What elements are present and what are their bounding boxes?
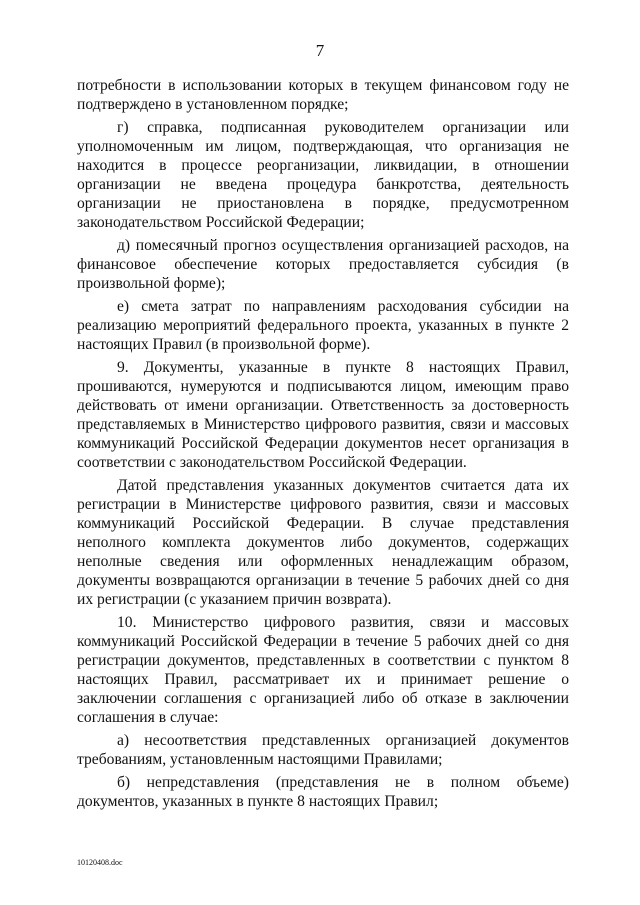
paragraph-item-b: б) непредставления (представления не в полном объеме) документов, указанных в пункте 8 настоящих Правил; <box>77 774 569 810</box>
paragraph-continuation: потребности в использовании которых в текущем финансовом году не подтверждено в установленном порядке; <box>77 77 569 113</box>
paragraph-clause-9: 9. Документы, указанные в пункте 8 настоящих Правил, прошиваются, нумеруются и подписываются лицом, имеющим право действовать от имени организации. Ответственность за достоверность представляемых в Министерство цифрового развития, связи и массовых коммуникаций Российской Федерации документов несет организация в соответствии с законодательством Российской Федерации. <box>77 359 569 471</box>
paragraph-item-e: е) смета затрат по направлениям расходования субсидии на реализацию мероприятий федерального проекта, указанных в пункте 2 настоящих Правил (в произвольной форме). <box>77 298 569 353</box>
page-number: 7 <box>315 41 325 60</box>
paragraph-item-g: г) справка, подписанная руководителем организации или уполномоченным им лицом, подтверждающая, что организация не находится в процессе реорганизации, ликвидации, в отношении организации не введена процедура банкротства, деятельность организации не приостановлена в порядке, предусмотренном законодательством Российской Федерации; <box>77 119 569 231</box>
paragraph-registration-date: Датой представления указанных документов считается дата их регистрации в Министерстве цифрового развития, связи и массовых коммуникаций Российской Федерации. В случае представления неполного комплекта документов либо документов, содержащих неполные сведения или оформленных ненадлежащим образом, документы возвращаются организации в течение 5 рабочих дней со дня их регистрации (с указанием причин возврата). <box>77 477 569 608</box>
paragraph-item-a: а) несоответствия представленных организацией документов требованиям, установленным настоящими Правилами; <box>77 732 569 768</box>
paragraph-clause-10: 10. Министерство цифрового развития, связи и массовых коммуникаций Российской Федерации в течение 5 рабочих дней со дня регистрации документов, представленных в соответствии с пунктом 8 настоящих Правил, рассматривает их и принимает решение о заключении соглашения с организацией либо об отказе в заключении соглашения в случае: <box>77 614 569 726</box>
paragraph-item-d: д) помесячный прогноз осуществления организацией расходов, на финансовое обеспечение которых предоставляется субсидия (в произвольной форме); <box>77 237 569 292</box>
file-name-footer: 10120408.doc <box>77 858 123 867</box>
document-body <box>77 76 569 815</box>
